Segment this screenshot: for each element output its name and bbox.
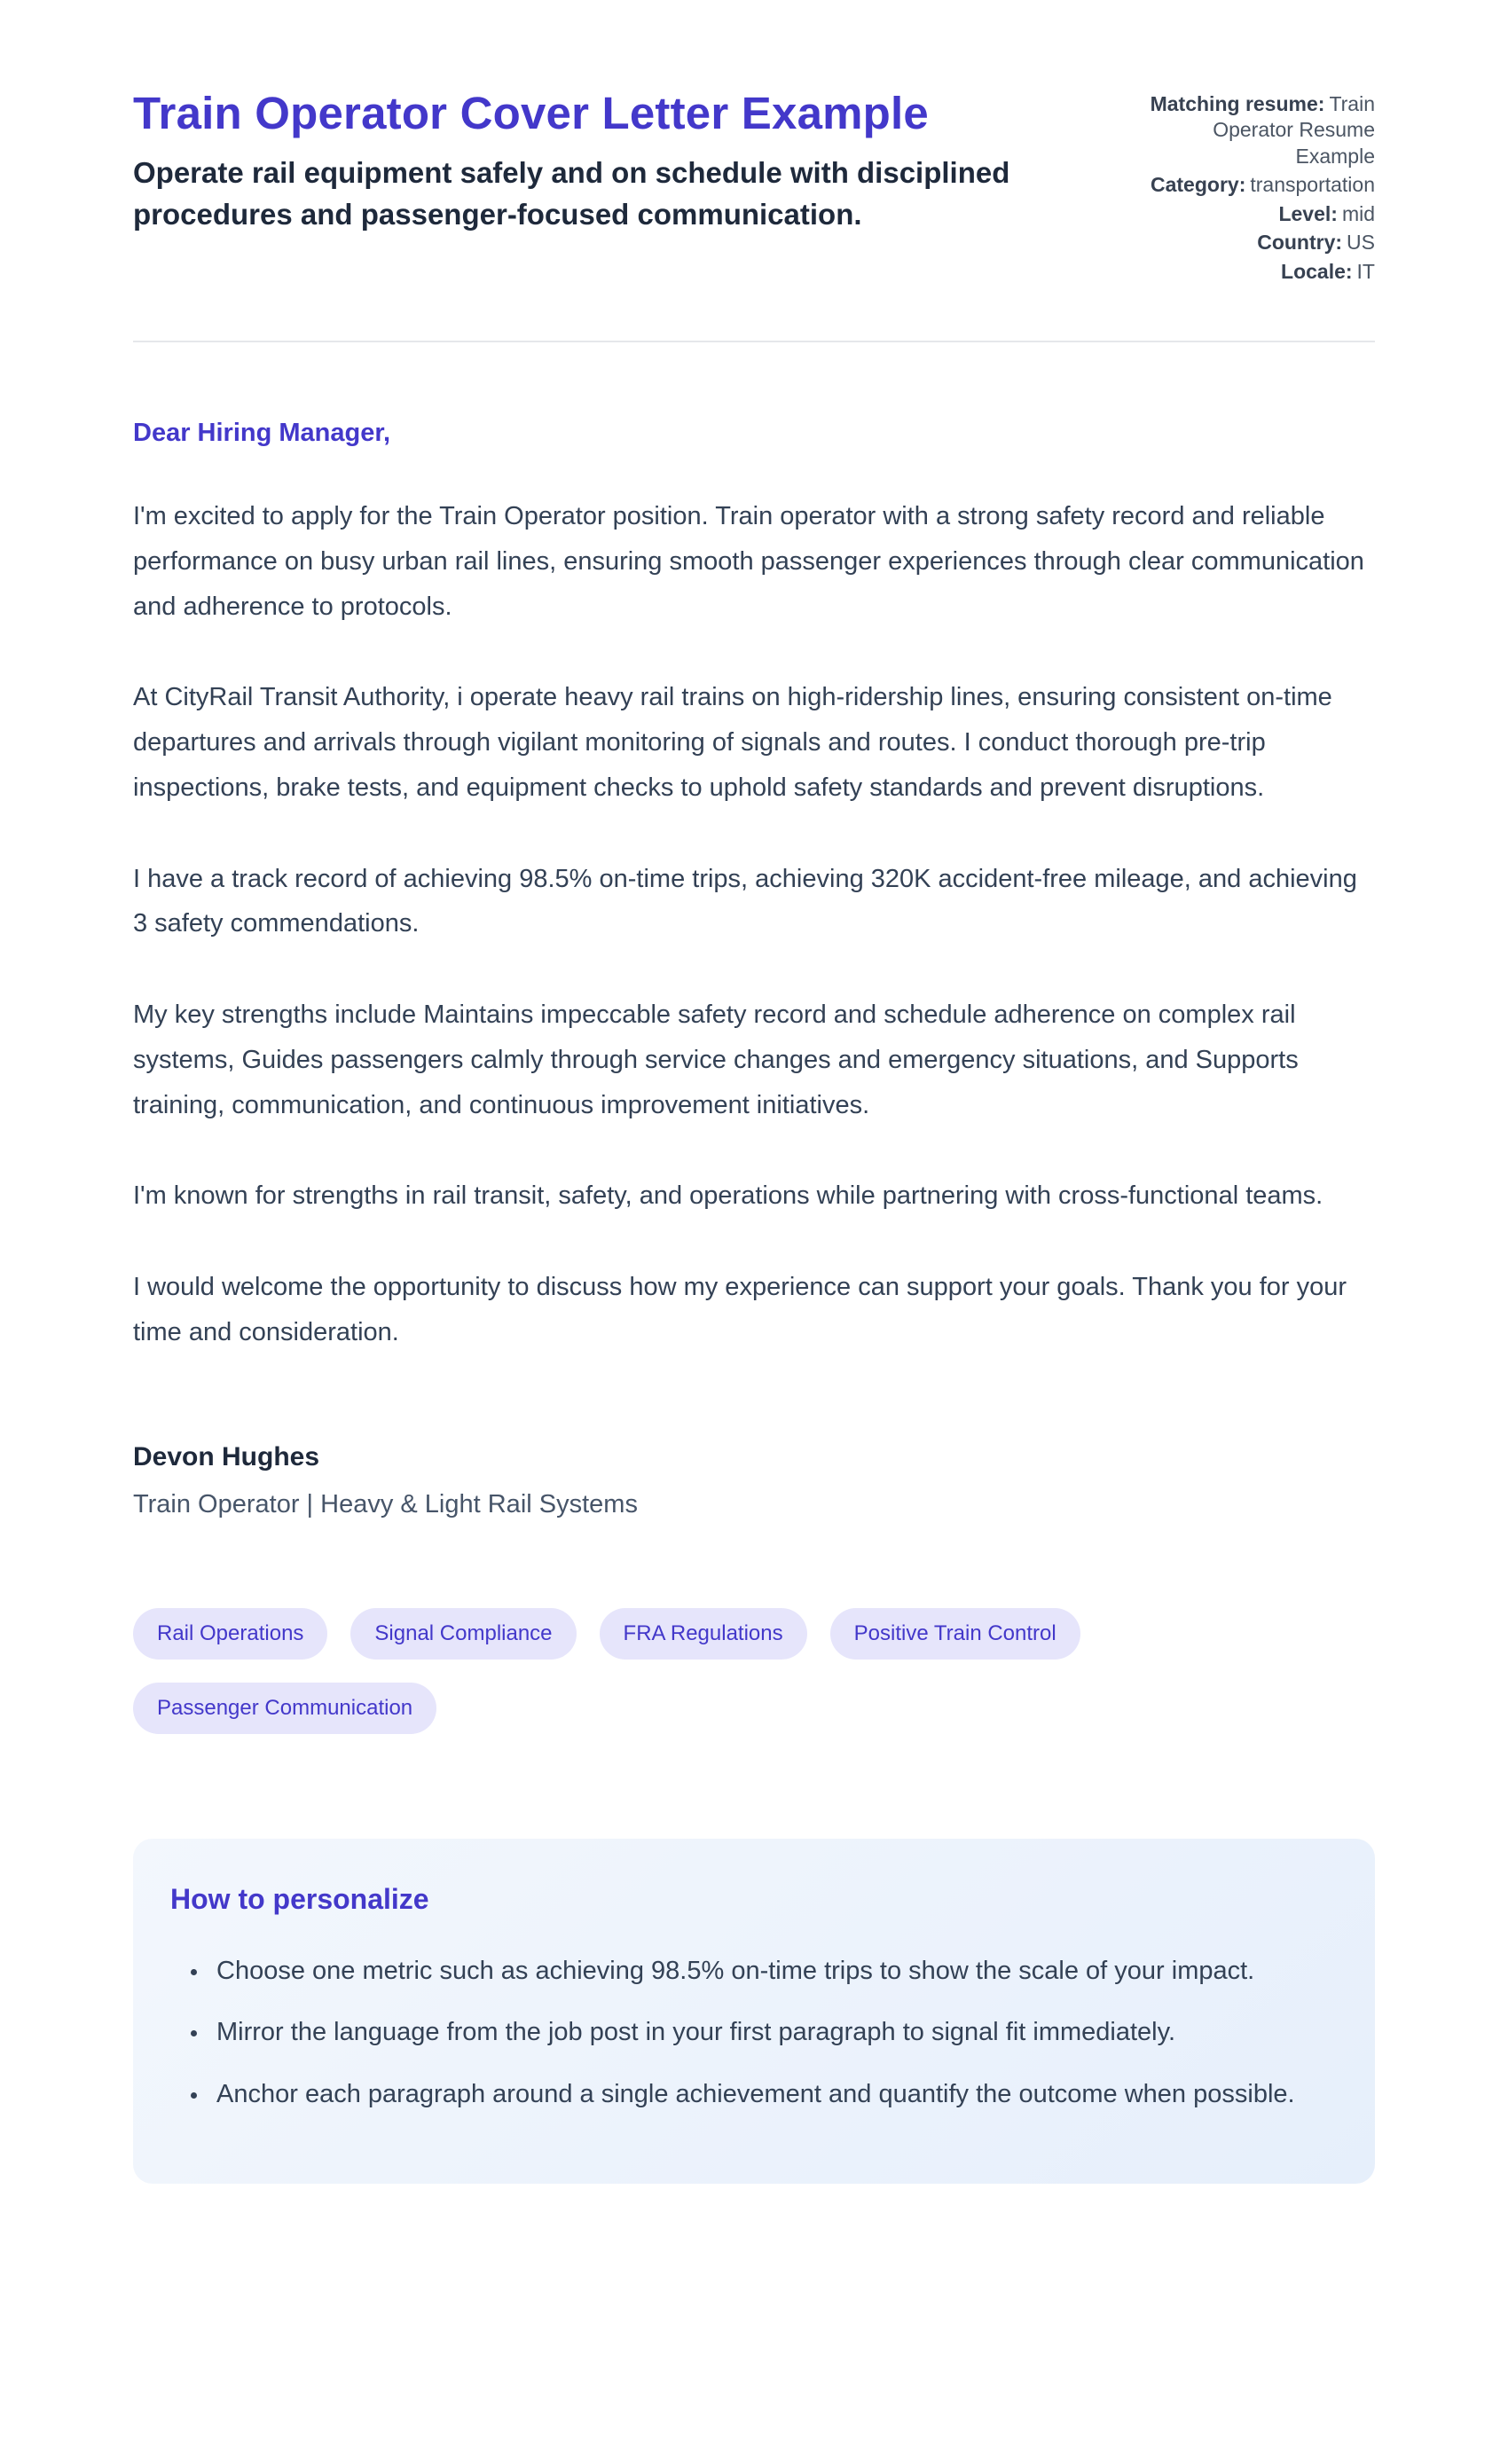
personalize-item: • Mirror the language from the job post in your first paragraph to signal fit immediately. (209, 2011, 1332, 2055)
tag-pill: Passenger Communication (133, 1683, 436, 1734)
meta-value: Train Operator Resume Example (1213, 92, 1375, 168)
personalize-card (133, 1839, 1375, 2185)
header-title-block (133, 84, 1073, 236)
meta-label: Category: (1151, 173, 1246, 197)
meta-value: US (1347, 231, 1375, 255)
letter-paragraph: I have a track record of achieving 98.5% on-time trips, achieving 320K accident-free mileage, and achieving 3 safety commendations. (133, 864, 1357, 938)
meta-value: IT (1356, 259, 1375, 283)
meta-row-country (1143, 230, 1375, 255)
salutation: Dear Hiring Manager, (133, 419, 391, 448)
header-divider (133, 341, 1375, 342)
letter-paragraph: My key strengths include Maintains impeccable safety record and schedule adherence on complex rail systems, Guides passengers calmly through service changes and emergency situations, and Supports training, communication, and continuous improvement initiatives. (133, 1001, 1299, 1119)
cover-letter-page (133, 0, 1375, 2277)
personalize-list (170, 1950, 1332, 2118)
letter-paragraph: I'm excited to apply for the Train Operator position. Train operator with a strong safety record and reliable performance on busy urban rail lines, ensuring smooth passenger experiences through clear communication and adherence to protocols. (133, 502, 1364, 621)
personalize-item: • Anchor each paragraph around a single achievement and quantify the outcome when possible. (209, 2073, 1332, 2117)
page-title: Train Operator Cover Letter Example (133, 88, 929, 138)
meta-label: Level: (1278, 201, 1338, 225)
meta-label: Country: (1257, 231, 1343, 255)
page-subtitle: Operate rail equipment safely and on schedule with disciplined procedures and passenger-focused communication. (133, 156, 1010, 231)
meta-value: mid (1341, 201, 1375, 225)
signature-block (133, 1442, 1375, 1519)
meta-label: Matching resume: (1150, 92, 1325, 115)
meta-panel (1143, 84, 1375, 287)
personalize-item: • Choose one metric such as achieving 98.5% on-time trips to show the scale of your impact. (209, 1950, 1332, 1994)
meta-row-category (1143, 172, 1375, 198)
meta-row-matching-resume (1143, 91, 1375, 169)
page-header (133, 84, 1375, 287)
meta-value: transportation (1250, 173, 1375, 197)
signature-title: Train Operator | Heavy & Light Rail Systems (133, 1489, 638, 1518)
tag-pill: Rail Operations (133, 1608, 327, 1660)
letter-paragraph: I would welcome the opportunity to discuss how my experience can support your goals. Thank you for your time and consideration. (133, 1273, 1347, 1346)
personalize-title: How to personalize (170, 1882, 429, 1915)
tag-list (133, 1608, 1375, 1734)
letter-paragraph: I'm known for strengths in rail transit, safety, and operations while partnering with cross-functional teams. (133, 1181, 1323, 1211)
letter-paragraph: At CityRail Transit Authority, i operate heavy rail trains on high-ridership lines, ensuring consistent on-time departures and arrivals through vigilant monitoring of signals and routes. I conduct thorough pre-trip inspections, brake tests, and equipment checks to uphold safety standards and prevent disruptions. (133, 683, 1332, 802)
tag-pill: FRA Regulations (600, 1608, 807, 1660)
meta-label: Locale: (1281, 259, 1353, 283)
tag-pill: Positive Train Control (830, 1608, 1080, 1660)
cover-letter-body (133, 419, 1375, 1519)
meta-row-level (1143, 201, 1375, 227)
meta-row-locale (1143, 259, 1375, 285)
tag-pill: Signal Compliance (350, 1608, 576, 1660)
signature-name: Devon Hughes (133, 1441, 320, 1471)
